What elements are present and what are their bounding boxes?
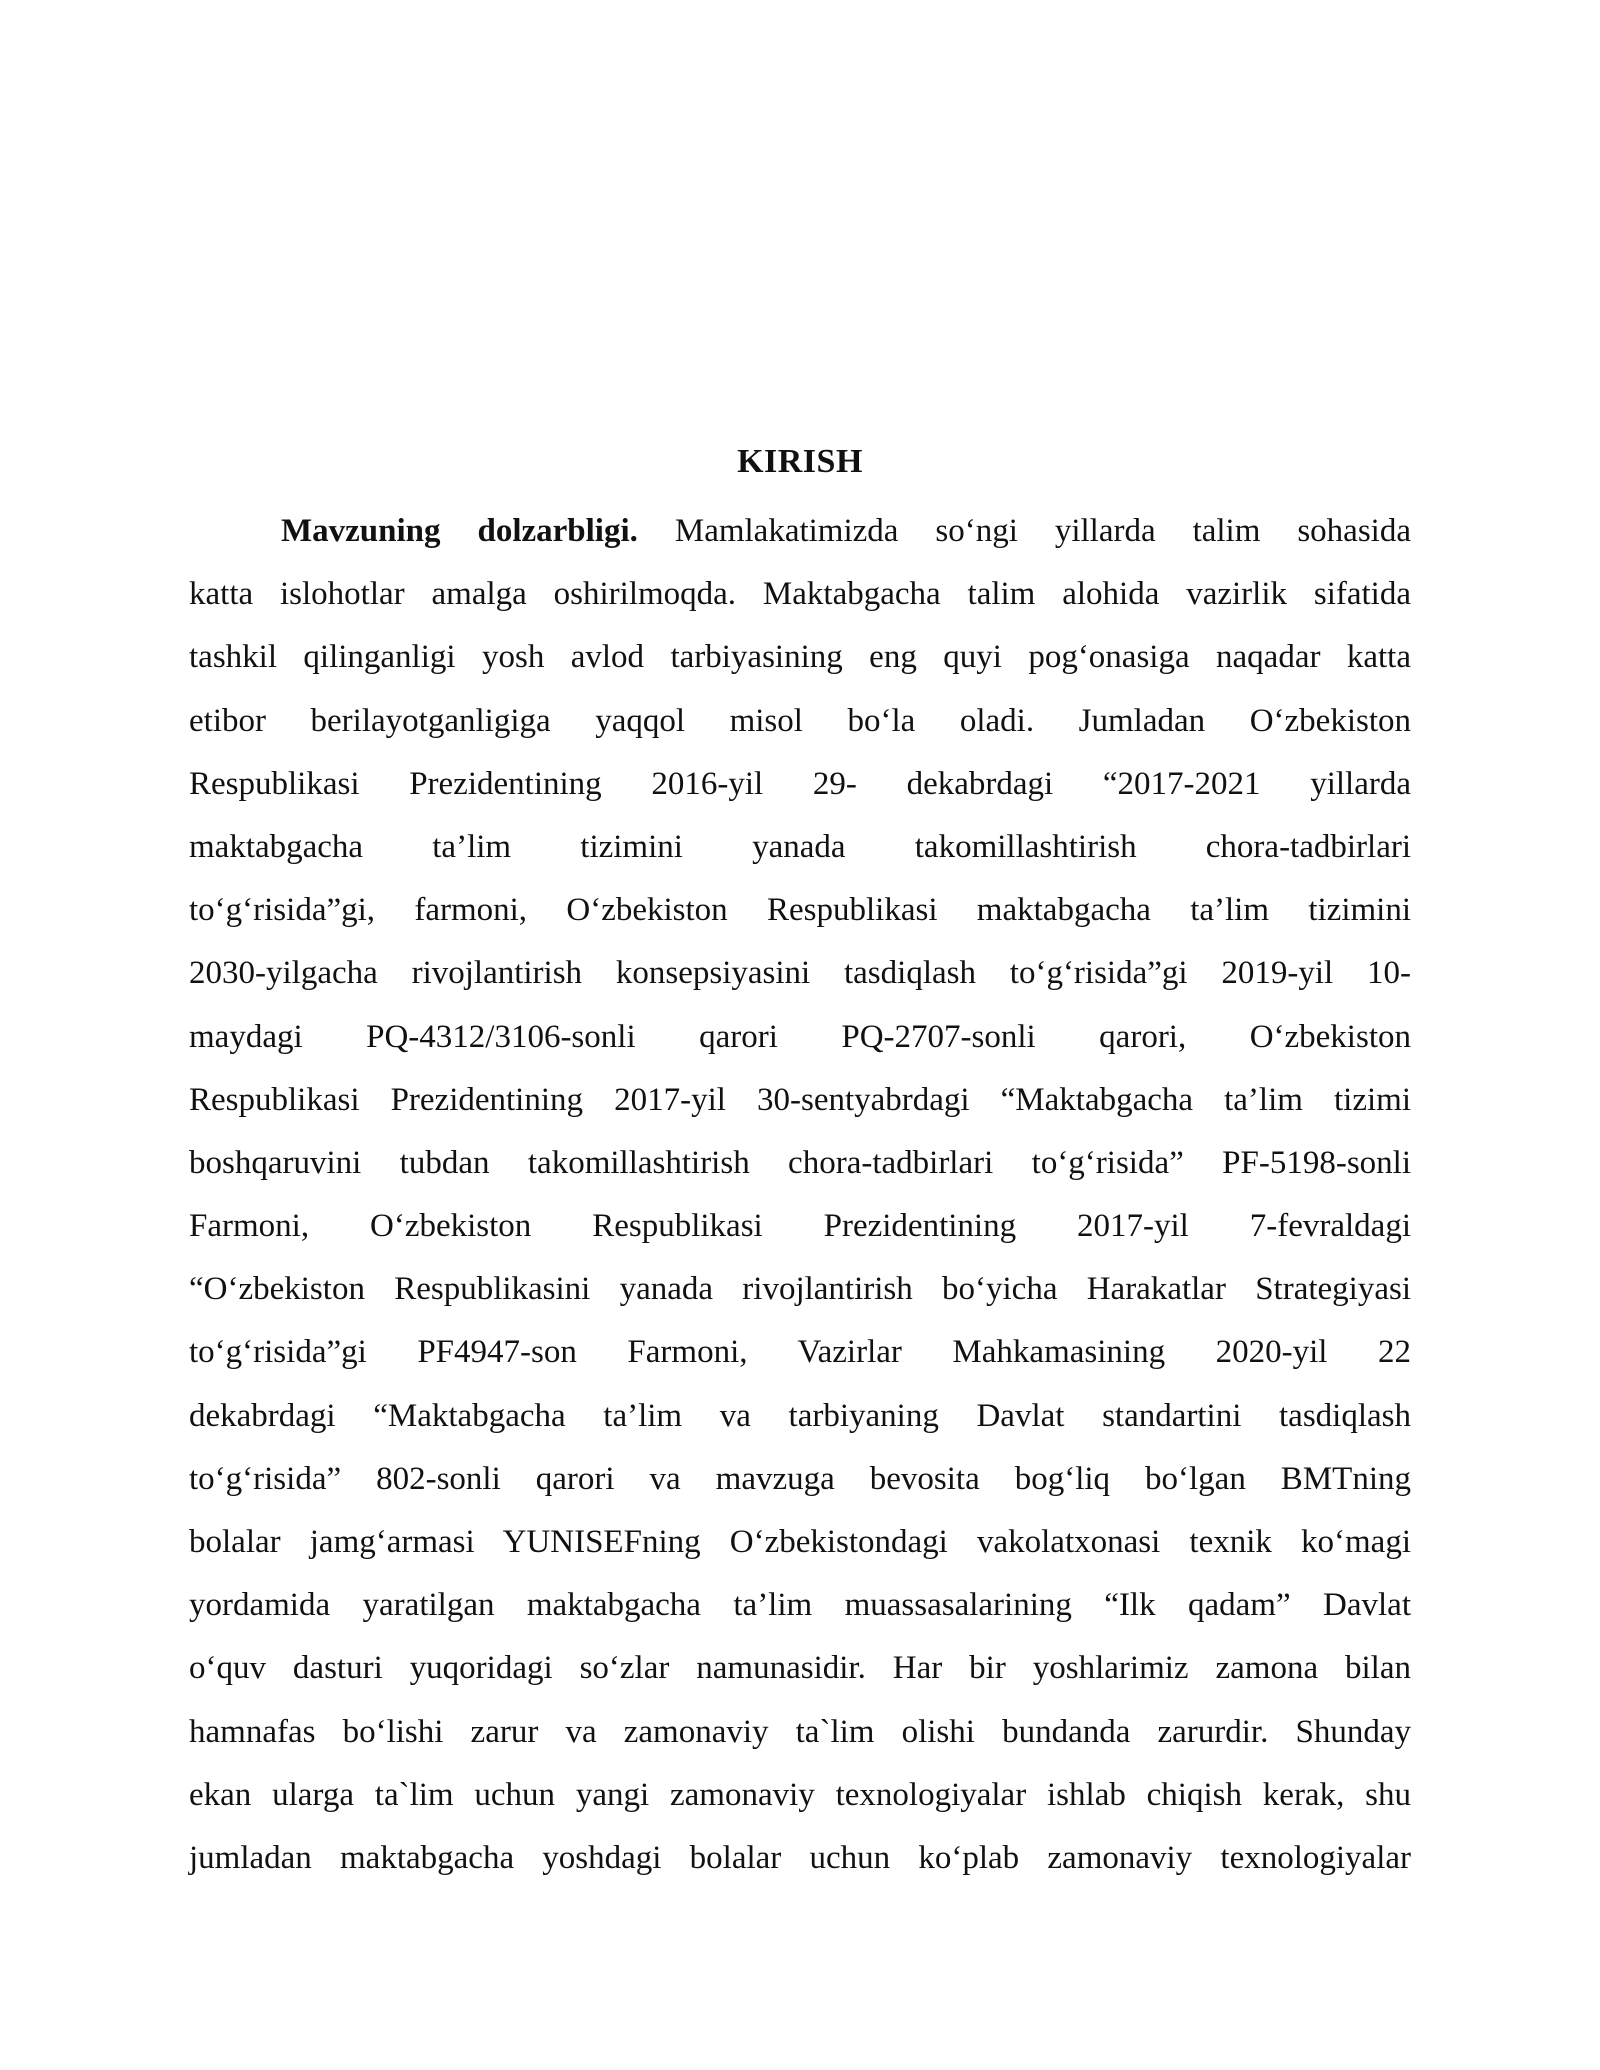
- body-paragraph: [189, 500, 1411, 1890]
- paragraph-line: dekabrdagi “Maktabgacha ta’lim va tarbiyaning Davlat standartini tasdiqlash: [189, 1397, 1411, 1434]
- paragraph-line: tashkil qilinganligi yosh avlod tarbiyasining eng quyi pog‘onasiga naqadar katta: [189, 639, 1411, 676]
- lead-label: Mavzuning dolzarbligi.: [281, 513, 638, 549]
- paragraph-line: to‘g‘risida”gi PF4947-son Farmoni, Vazirlar Mahkamasining 2020-yil 22: [189, 1334, 1411, 1371]
- paragraph-line: 2030-yilgacha rivojlantirish konsepsiyasini tasdiqlash to‘g‘risida”gi 2019-yil 10-: [189, 955, 1411, 992]
- paragraph-line: maydagi PQ-4312/3106-sonli qarori PQ-2707-sonli qarori, O‘zbekiston: [189, 1018, 1411, 1055]
- page-title: KIRISH: [737, 443, 863, 480]
- paragraph-line: to‘g‘risida” 802-sonli qarori va mavzuga bevosita bog‘liq bo‘lgan BMTning: [189, 1460, 1411, 1497]
- paragraph-line: o‘quv dasturi yuqoridagi so‘zlar namunasidir. Har bir yoshlarimiz zamona bilan: [189, 1650, 1411, 1687]
- paragraph-line: jumladan maktabgacha yoshdagi bolalar uchun ko‘plab zamonaviy texnologiyalar: [189, 1839, 1411, 1876]
- paragraph-line: bolalar jamg‘armasi YUNISEFning O‘zbekistondagi vakolatxonasi texnik ko‘magi: [189, 1524, 1411, 1560]
- paragraph-line: Farmoni, O‘zbekiston Respublikasi Prezidentining 2017-yil 7-fevraldagi: [189, 1208, 1411, 1245]
- paragraph-line: ekan ularga ta`lim uchun yangi zamonaviy texnologiyalar ishlab chiqish kerak, shu: [189, 1776, 1411, 1813]
- paragraph-line: yordamida yaratilgan maktabgacha ta’lim muassasalarining “Ilk qadam” Davlat: [189, 1587, 1411, 1624]
- paragraph-line: “O‘zbekiston Respublikasini yanada rivojlantirish bo‘yicha Harakatlar Strategiyasi: [189, 1271, 1411, 1308]
- paragraph-line: hamnafas bo‘lishi zarur va zamonaviy ta`lim olishi bundanda zarurdir. Shunday: [189, 1713, 1411, 1750]
- line-text: Mamlakatimizda so‘ngi yillarda talim sohasida: [637, 513, 1411, 549]
- paragraph-line: maktabgacha ta’lim tizimini yanada takomillashtirish chora-tadbirlari: [189, 828, 1411, 865]
- paragraph-line: boshqaruvini tubdan takomillashtirish chora-tadbirlari to‘g‘risida” PF-5198-sonli: [189, 1144, 1411, 1181]
- paragraph-line: etibor berilayotganligiga yaqqol misol bo‘la oladi. Jumladan O‘zbekiston: [189, 702, 1411, 739]
- paragraph-line: Respublikasi Prezidentining 2017-yil 30-sentyabrdagi “Maktabgacha ta’lim tizimi: [189, 1081, 1411, 1118]
- paragraph-line: [189, 500, 1411, 563]
- paragraph-line: Respublikasi Prezidentining 2016-yil 29- dekabrdagi “2017-2021 yillarda: [189, 765, 1411, 802]
- paragraph-line: to‘g‘risida”gi, farmoni, O‘zbekiston Respublikasi maktabgacha ta’lim tizimini: [189, 892, 1411, 929]
- paragraph-line: katta islohotlar amalga oshirilmoqda. Maktabgacha talim alohida vazirlik sifatida: [189, 576, 1411, 613]
